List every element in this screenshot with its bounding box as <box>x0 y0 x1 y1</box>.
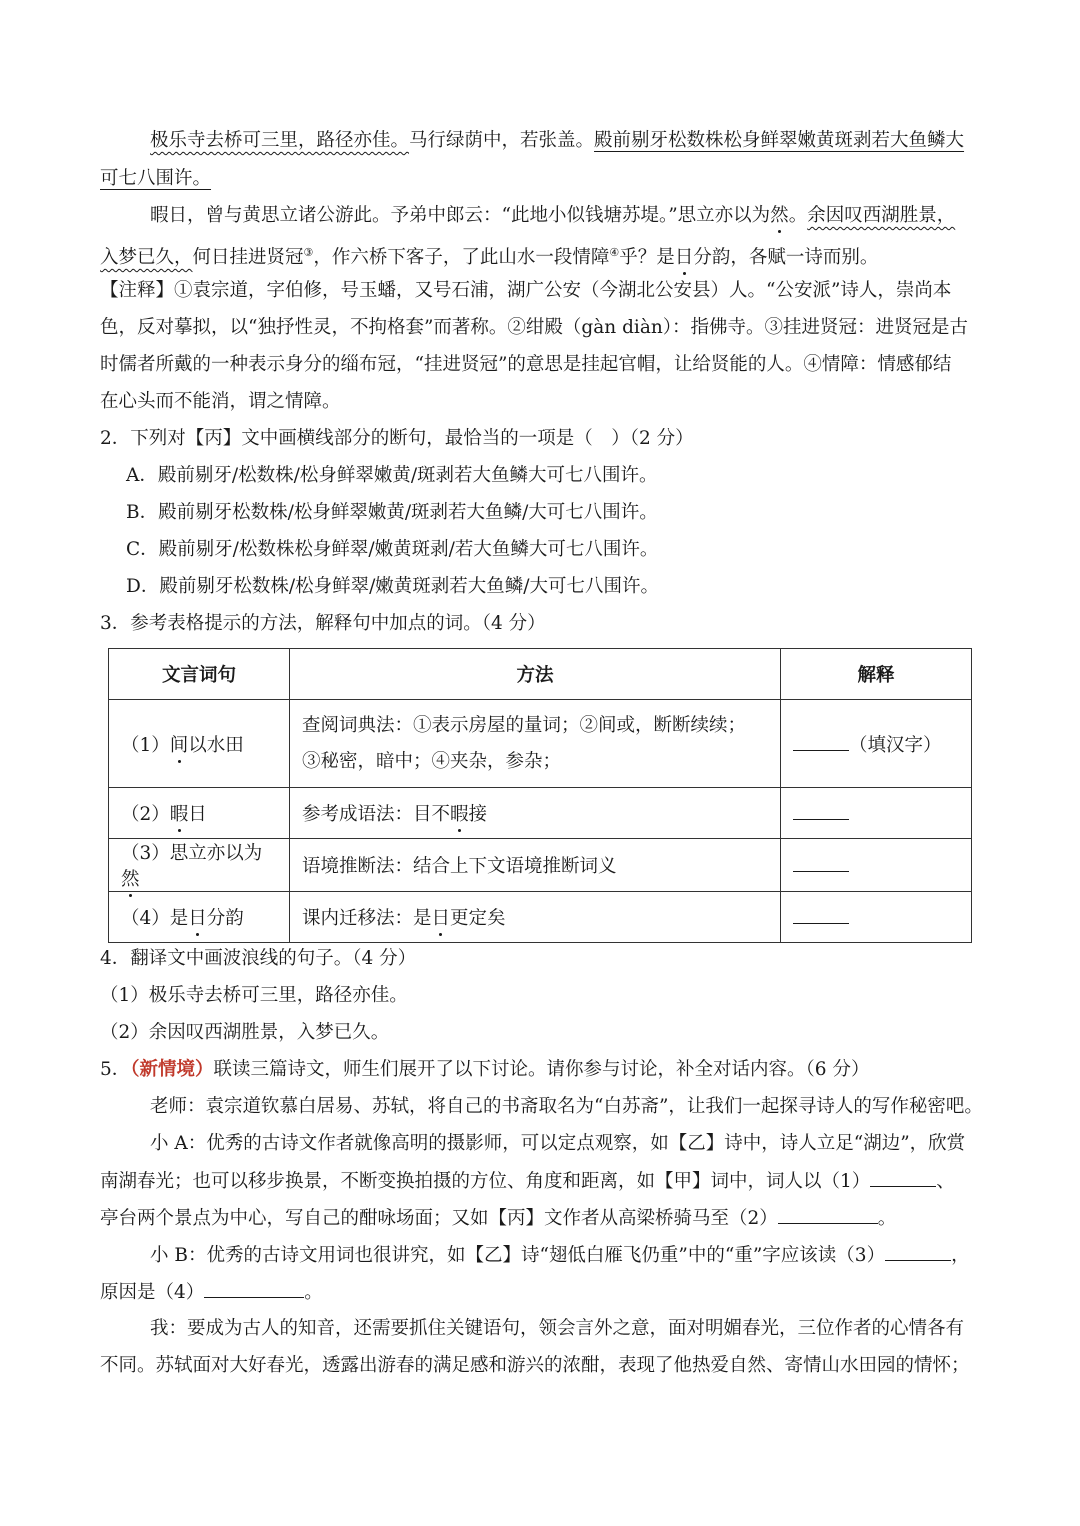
q4-sentence-1: （1）极乐寺去桥可三里，路径亦佳。 <box>100 985 408 1006</box>
passage-text: ，作六桥下客子，了此山水一段情障 <box>313 247 610 269</box>
phrase-suffix: 日 <box>188 804 207 825</box>
underlined-segment-end: 可七八围许。 <box>100 168 212 189</box>
phrase-prefix: （2） <box>121 804 170 825</box>
dialog-text: 小 B：优秀的古诗文用词也很讲究，如【乙】诗“翅低白雁飞仍重”中的“重”字应该读（3） <box>150 1245 886 1266</box>
q5-stem <box>100 1057 869 1083</box>
fill-blank-3[interactable] <box>885 1242 951 1261</box>
dotted-word: 暇 <box>450 804 469 825</box>
method-text: 更定矣 <box>450 908 506 929</box>
dotted-word-ri: 日 <box>674 247 694 269</box>
q5-teacher-line: 老师：袁宗道钦慕白居易、苏轼，将自己的书斋取名为“白苏斋”，让我们一起探寻诗人的写作秘密吧。 <box>150 1096 983 1117</box>
note-marker: ④ <box>609 246 620 259</box>
phrase-suffix: 分韵 <box>206 908 244 929</box>
new-context-tag: （新情境） <box>130 1059 214 1080</box>
table-cell-answer <box>781 839 972 892</box>
passage-text: 马行绿荫中，若张盖。 <box>409 130 595 151</box>
fill-blank-1[interactable] <box>870 1168 936 1187</box>
passage-line-1 <box>150 128 964 154</box>
q5-student-b-line-1 <box>150 1242 970 1269</box>
table-cell-method <box>290 788 781 839</box>
q5-student-b-line-2 <box>100 1279 323 1306</box>
wavy-underline-sentence-1: 极乐寺去桥可三里，路径亦佳。 <box>150 130 410 151</box>
phrase-prefix: （3）思立亦以为 <box>121 843 263 864</box>
passage-line-2 <box>100 166 211 192</box>
table-cell-phrase <box>109 839 290 892</box>
q3-table <box>108 648 972 943</box>
dialog-text: 南湖春光；也可以移步换景，不断变换拍摄的方位、角度和距离，如【甲】词中，词人以（1） <box>100 1171 871 1192</box>
notes-line-2: 色，反对摹拟，以“独抒性灵，不拘格套”而著称。②绀殿（gàn diàn）：指佛寺。③挂进贤冠：进贤冠是古 <box>100 317 969 338</box>
wavy-underline-sentence-2b: 入梦已久， <box>100 247 193 269</box>
underlined-segment: 殿前剔牙松数株松身鲜翠嫩黄斑剥若大鱼鳞大 <box>594 130 965 151</box>
table-header-method: 方法 <box>290 649 781 700</box>
dotted-word: 间 <box>169 734 189 756</box>
q5-me-line-1: 我：要成为古人的知音，还需要抓住关键语句，领会言外之意，面对明媚春光，三位作者的心情各有 <box>150 1318 965 1339</box>
q5-student-a-line-2 <box>100 1168 955 1195</box>
dotted-word: 日 <box>431 908 451 929</box>
table-header-row <box>109 649 972 700</box>
method-text: 接 <box>468 804 488 825</box>
method-line-2: ③秘密，暗中；④夹杂，参杂； <box>302 750 562 772</box>
table-header-explanation: 解释 <box>781 649 972 700</box>
table-row <box>109 839 972 892</box>
q4-sentence-2: （2）余因叹西湖胜景，入梦已久。 <box>100 1022 390 1043</box>
q5-student-a-line-3 <box>100 1205 896 1232</box>
answer-blank[interactable] <box>793 732 849 751</box>
q5-student-a-line-1: 小 A：优秀的古诗文作者就像高明的摄影师，可以定点观察，如【乙】诗中，诗人立足“湖边”，欣赏 <box>150 1133 966 1154</box>
answer-blank[interactable] <box>793 801 849 820</box>
dotted-word: 日 <box>188 908 207 929</box>
method-text: 课内迁移法：是 <box>302 908 432 929</box>
wavy-underline-sentence-2a: 余因叹西湖胜景， <box>807 205 956 226</box>
q2-option-d: D．殿前剔牙松数株/松身鲜翠/嫩黄斑剥若大鱼鳞/大可七八围许。 <box>126 576 660 597</box>
q2-stem: 2．下列对【丙】文中画横线部分的断句，最恰当的一项是（ ）（2 分） <box>100 428 694 449</box>
fill-blank-2[interactable] <box>778 1205 878 1224</box>
answer-blank[interactable] <box>793 905 849 924</box>
passage-text: 乎？是 <box>619 247 675 269</box>
phrase-suffix: 以水田 <box>188 734 244 756</box>
table-cell-answer <box>781 700 972 788</box>
dialog-text: 、 <box>936 1171 955 1192</box>
dialog-text: ， <box>951 1245 970 1266</box>
table-row <box>109 788 972 839</box>
passage-line-4 <box>100 240 878 271</box>
table-cell-phrase <box>109 700 290 788</box>
table-cell-phrase <box>109 892 290 943</box>
q5-me-line-2: 不同。苏轼面对大好春光，透露出游春的满足感和游兴的浓酣，表现了他热爱自然、寄情山水田园的情怀； <box>100 1355 970 1376</box>
table-cell-answer <box>781 788 972 839</box>
answer-hint: （填汉字） <box>849 734 942 756</box>
table-cell-method <box>290 700 781 788</box>
fill-blank-4[interactable] <box>204 1279 304 1298</box>
passage-text: 何日挂进贤冠 <box>192 247 304 269</box>
q2-option-c: C．殿前剔牙/松数株松身鲜翠/嫩黄斑剥/若大鱼鳞大可七八围许。 <box>126 539 659 560</box>
table-cell-phrase <box>109 788 290 839</box>
note-marker: ③ <box>303 246 314 259</box>
table-cell-answer <box>781 892 972 943</box>
dotted-word: 暇 <box>169 804 189 825</box>
phrase-prefix: （1） <box>121 734 170 756</box>
notes-line-3: 时儒者所戴的一种表示身分的缁布冠，“挂进贤冠”的意思是挂起官帽，让给贤能的人。④情障：情感郁结 <box>100 354 952 375</box>
phrase-prefix: （4）是 <box>121 908 189 929</box>
method-line-1: 查阅词典法：①表示房屋的量词；②间或，断断续续； <box>302 714 747 736</box>
q2-option-a: A．殿前剔牙/松数株/松身鲜翠嫩黄/斑剥若大鱼鳞大可七八围许。 <box>126 465 658 486</box>
passage-text: 暇日，曾与黄思立诸公游此。予弟中郎云：“此地小似钱塘苏堤。”思立亦以为 <box>150 205 771 226</box>
method-text: 参考成语法：目不 <box>302 804 451 825</box>
table-header-phrase: 文言词句 <box>109 649 290 700</box>
passage-text: 分韵，各赋一诗而别。 <box>693 247 879 269</box>
table-row <box>109 892 972 943</box>
notes-line-4: 在心头而不能消，谓之情障。 <box>100 391 341 412</box>
dialog-text: 。 <box>304 1282 323 1303</box>
dialog-text: 。 <box>877 1208 897 1229</box>
dialog-text: 原因是（4） <box>100 1282 205 1303</box>
dialog-text: 亭台两个景点为中心，写自己的酣咏场面；又如【丙】文作者从高梁桥骑马至（2） <box>100 1208 778 1229</box>
q3-stem: 3．参考表格提示的方法，解释句中加点的词。（4 分） <box>100 613 546 634</box>
question-number: 5． <box>100 1059 131 1080</box>
q4-stem: 4．翻译文中画波浪线的句子。（4 分） <box>100 948 417 969</box>
passage-line-3 <box>150 203 955 229</box>
notes-line-1: 【注释】①袁宗道，字伯修，号玉蟠，又号石浦，湖广公安（今湖北公安县）人。“公安派”诗人，崇尚本 <box>100 280 952 301</box>
answer-blank[interactable] <box>793 853 849 872</box>
dotted-word: 然 <box>121 869 140 890</box>
table-row <box>109 700 972 788</box>
question-text: 联读三篇诗文，师生们展开了以下讨论。请你参与讨论，补全对话内容。（6 分） <box>213 1059 870 1080</box>
table-cell-method <box>290 892 781 943</box>
dotted-word-ran: 然 <box>770 205 789 226</box>
q2-option-b: B．殿前剔牙松数株/松身鲜翠嫩黄/斑剥若大鱼鳞/大可七八围许。 <box>126 502 658 523</box>
table-cell-method: 语境推断法：结合上下文语境推断词义 <box>290 839 781 892</box>
passage-text: 。 <box>788 205 808 226</box>
